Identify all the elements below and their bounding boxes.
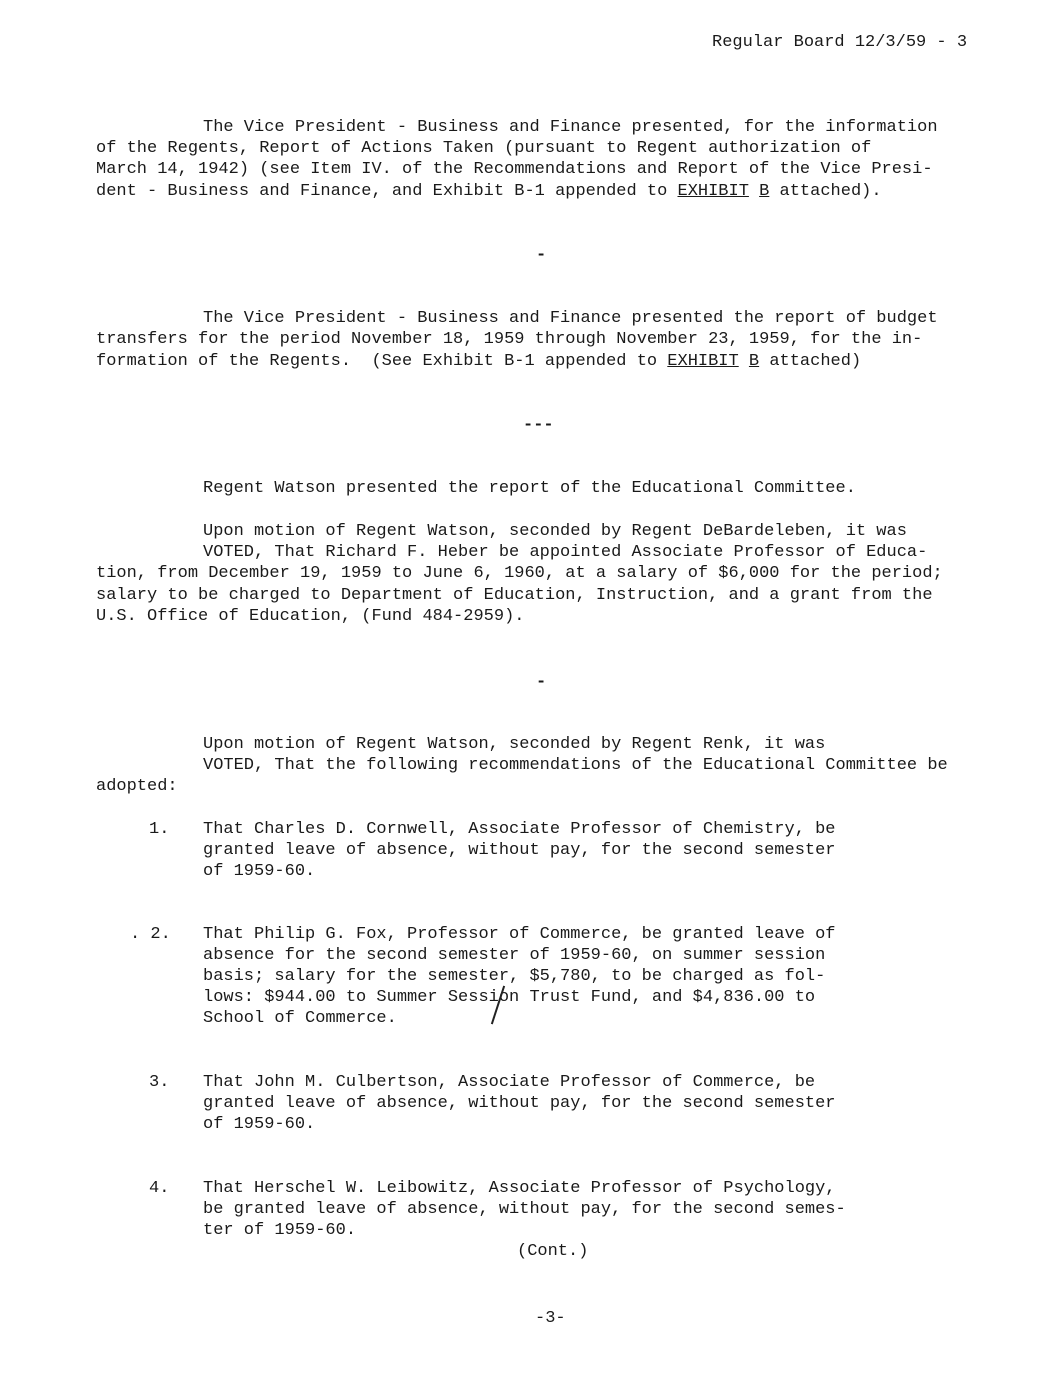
- text-line: of 1959-60.: [203, 1115, 316, 1134]
- text-line: of the Regents, Report of Actions Taken (pursuant to Regent authorization of: [96, 139, 872, 158]
- text-segment: attached): [759, 352, 862, 371]
- text-line: granted leave of absence, without pay, for the second semester: [203, 841, 836, 860]
- text-line: absence for the second semester of 1959-60, on summer session: [203, 946, 826, 965]
- exhibit-reference: EXHIBIT: [677, 182, 749, 201]
- text-line: transfers for the period November 18, 1959 through November 23, 1959, for the in-: [96, 330, 923, 349]
- text-segment: formation of the Regents. (See Exhibit B-1 appended to: [96, 352, 668, 371]
- item-number: . 2.: [130, 925, 171, 944]
- item-number: 4.: [149, 1179, 170, 1198]
- text-line: ter of 1959-60.: [203, 1221, 357, 1240]
- item-number: 1.: [149, 820, 170, 839]
- item-number: 3.: [149, 1073, 170, 1092]
- text-line: VOTED, That Richard F. Heber be appointed Associate Professor of Educa-: [203, 543, 928, 562]
- text-line: That John M. Culbertson, Associate Professor of Commerce, be: [203, 1073, 816, 1092]
- text-line: Upon motion of Regent Watson, seconded by Regent DeBardeleben, it was: [203, 522, 907, 541]
- text-line: School of Commerce.: [203, 1009, 397, 1028]
- text-segment: dent - Business and Finance, and Exhibit B-1 appended to: [96, 182, 678, 201]
- text-line: salary to be charged to Department of Education, Instruction, and a grant from the: [96, 586, 933, 605]
- text-line: The Vice President - Business and Finance presented, for the information: [203, 118, 938, 137]
- text-line: tion, from December 19, 1959 to June 6, 1960, at a salary of $6,000 for the period;: [96, 564, 943, 583]
- text-line: basis; salary for the semester, $5,780, to be charged as fol-: [203, 967, 826, 986]
- text-line: [96, 181, 882, 202]
- section-separator: ---: [523, 416, 554, 435]
- text-line: The Vice President - Business and Finance presented the report of budget: [203, 309, 938, 328]
- section-separator: -: [536, 246, 547, 265]
- exhibit-letter: B: [748, 352, 760, 371]
- text-line: granted leave of absence, without pay, for the second semester: [203, 1094, 836, 1113]
- text-line: March 14, 1942) (see Item IV. of the Recommendations and Report of the Vice Presi-: [96, 160, 933, 179]
- text-line: That Philip G. Fox, Professor of Commerce, be granted leave of: [203, 925, 836, 944]
- text-line: be granted leave of absence, without pay, for the second semes-: [203, 1200, 846, 1219]
- text-line: of 1959-60.: [203, 862, 316, 881]
- exhibit-letter: B: [759, 182, 770, 201]
- section-separator: -: [536, 673, 547, 692]
- text-line: U.S. Office of Education, (Fund 484-2959).: [96, 607, 525, 626]
- continued-note: (Cont.): [517, 1242, 589, 1261]
- text-line: That Herschel W. Leibowitz, Associate Professor of Psychology,: [203, 1179, 836, 1198]
- text-line: [96, 351, 861, 372]
- page-header: Regular Board 12/3/59 - 3: [712, 33, 968, 52]
- text-line: VOTED, That the following recommendations of the Educational Committee be: [203, 756, 948, 775]
- text-line: Upon motion of Regent Watson, seconded by Regent Renk, it was: [203, 735, 826, 754]
- paragraph-educational-report: Regent Watson presented the report of the Educational Committee.: [203, 479, 856, 498]
- text-segment: attached).: [769, 182, 882, 201]
- exhibit-reference: EXHIBIT: [667, 352, 739, 371]
- text-line: adopted:: [96, 777, 178, 796]
- page-number: -3-: [535, 1309, 566, 1328]
- text-line: lows: $944.00 to Summer Session Trust Fund, and $4,836.00 to: [203, 988, 816, 1007]
- text-line: That Charles D. Cornwell, Associate Professor of Chemistry, be: [203, 820, 836, 839]
